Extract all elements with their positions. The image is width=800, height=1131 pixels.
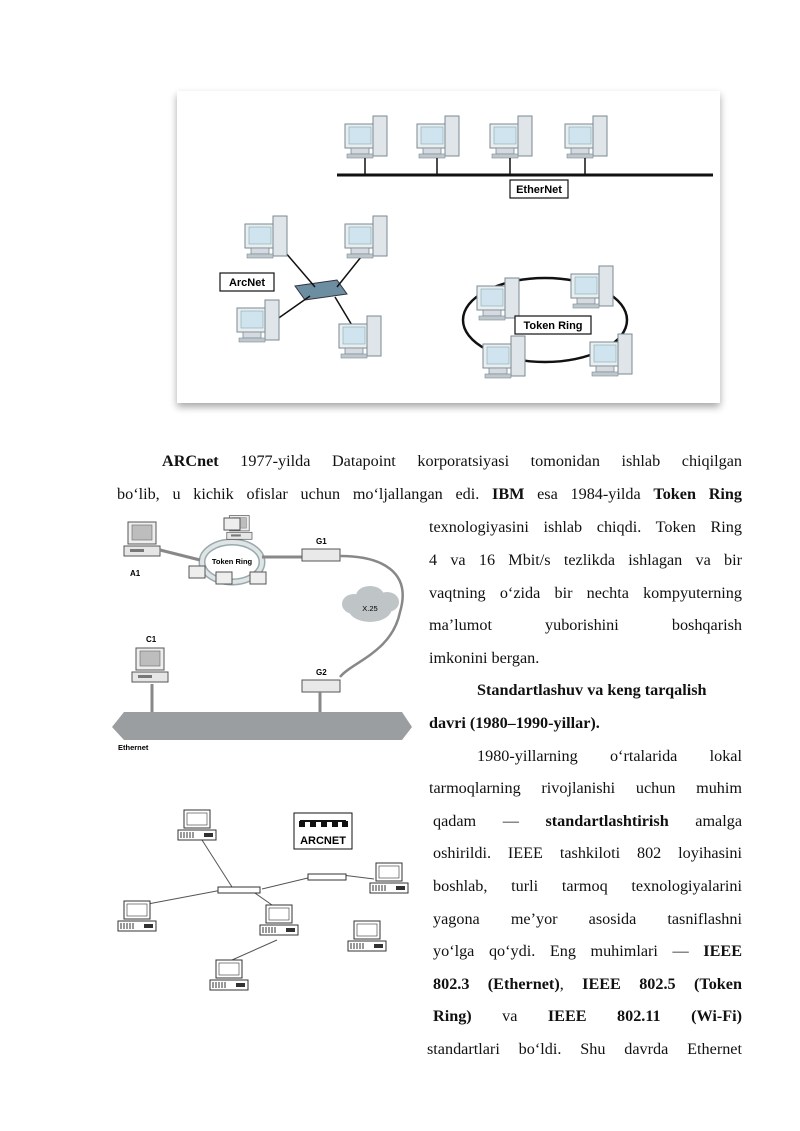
- svg-text:A1: A1: [130, 569, 141, 578]
- paragraph1-line-4: 4 va 16 Mbit/s tezlikda ishlagan va bir: [429, 551, 742, 569]
- svg-text:EtherNet: EtherNet: [516, 184, 562, 196]
- arcnet-figure: [112, 805, 417, 1000]
- arcnet-logo: [294, 813, 352, 849]
- arcnet-pc-c: [260, 905, 298, 935]
- paragraph2-line-3: qadam — standartlashtirish amalga: [433, 812, 743, 830]
- svg-text:ARCNET: ARCNET: [300, 835, 346, 847]
- svg-text:X.25: X.25: [362, 604, 378, 613]
- paragraph2-line-6: yagona me’yor asosida tasniflashni: [433, 910, 742, 928]
- svg-text:G1: G1: [316, 537, 327, 546]
- svg-text:Token Ring: Token Ring: [523, 320, 583, 332]
- svg-text:C1: C1: [146, 635, 157, 644]
- svg-text:Token Ring: Token Ring: [211, 557, 253, 566]
- computer-c1: [132, 648, 168, 682]
- section-heading-line-2: davri (1980–1990-yillar).: [429, 714, 600, 732]
- ethernet-label-box: [510, 180, 568, 198]
- arcnet-pc-f: [210, 960, 248, 990]
- arcnet-label-box: [220, 273, 274, 291]
- paragraph2-line-8: 802.3 (Ethernet), IEEE 802.5 (Token: [433, 975, 742, 993]
- arcnet-pc-e: [348, 921, 386, 951]
- paragraph1-line-7: imkonini bergan.: [429, 649, 540, 667]
- arcnet-hub-1: [218, 887, 260, 893]
- network-topologies-figure: [165, 82, 735, 427]
- paragraph1-line-1: ARCnet 1977-yilda Datapoint korporatsiyasi tomonidan ishlab chiqilgan: [162, 452, 742, 470]
- arcnet-hub-2: [308, 874, 346, 880]
- tokenring-x25-ethernet-figure: [112, 512, 412, 757]
- paragraph2-line-5: boshlab, turli tarmoq texnologiyalarini: [433, 877, 742, 895]
- paragraph2-line-10: standartlari bo‘ldi. Shu davrda Ethernet: [427, 1040, 742, 1058]
- paragraph2-line-1: 1980-yillarning o‘rtalarida lokal: [477, 747, 742, 765]
- paragraph2-line-7: yo‘lga qo‘ydi. Eng muhimlari — IEEE: [433, 942, 742, 960]
- arcnet-pc-d: [370, 863, 408, 893]
- svg-text:Ethernet: Ethernet: [118, 743, 149, 752]
- tokenring-label-box: [515, 316, 591, 334]
- x25-cloud: [342, 586, 399, 622]
- svg-text:G2: G2: [316, 668, 327, 677]
- section-heading-line-1: Standartlashuv va keng tarqalish: [477, 681, 707, 699]
- arcnet-pc-a: [178, 810, 216, 840]
- paragraph1-line-5: vaqtning o‘zida bir nechta kompyuterning: [429, 584, 742, 602]
- paragraph1-line-3: texnologiyasini ishlab chiqdi. Token Ring: [429, 518, 742, 536]
- paragraph2-line-4: oshirildi. IEEE tashkiloti 802 loyihasini: [433, 844, 742, 862]
- arcnet-pc-b: [118, 901, 156, 931]
- paragraph1-line-2: bo‘lib, u kichik ofislar uchun mo‘ljallangan edi. IBM esa 1984-yilda Token Ring: [117, 485, 742, 503]
- computer-a1: [124, 522, 160, 556]
- paragraph1-line-6: ma’lumot yuborishini boshqarish: [429, 616, 742, 634]
- paragraph2-line-9: Ring) va IEEE 802.11 (Wi-Fi): [433, 1007, 743, 1025]
- paragraph2-line-2: tarmoqlarning rivojlanishi uchun muhim: [429, 779, 742, 797]
- svg-text:ArcNet: ArcNet: [228, 277, 266, 289]
